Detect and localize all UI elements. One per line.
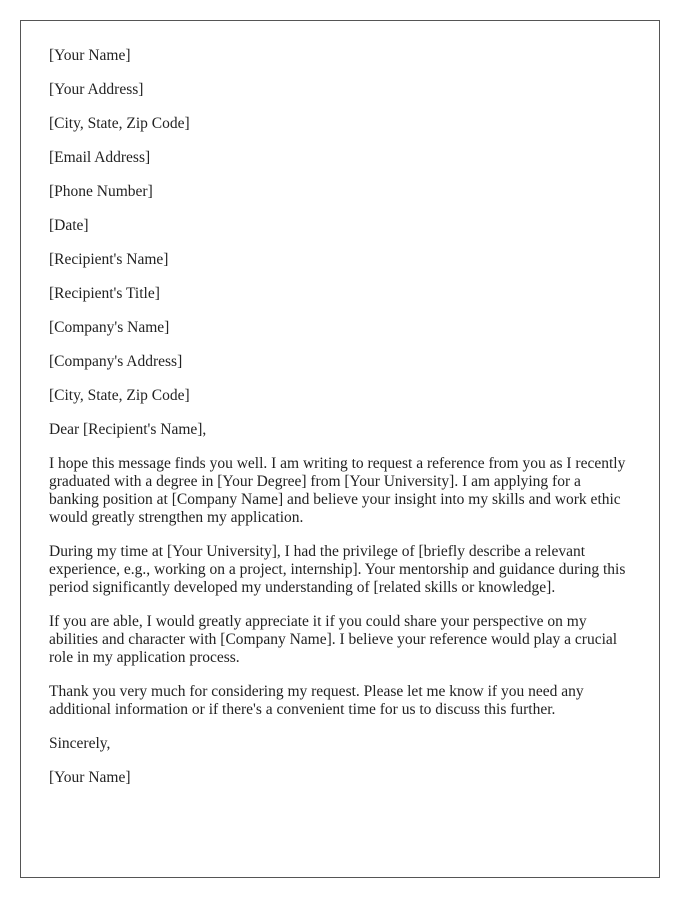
- recipient-title: [Recipient's Title]: [49, 285, 160, 302]
- salutation: Dear [Recipient's Name],: [49, 421, 207, 438]
- letter-page: [20, 20, 660, 878]
- closing: Sincerely,: [49, 735, 111, 752]
- body-paragraph: If you are able, I would greatly appreciate it if you could share your perspective on my abilities and character with [Company Name]. I believe your reference would play a crucial role in my application process.: [49, 613, 618, 666]
- recipient-company: [Company's Name]: [49, 319, 170, 336]
- sender-city-state-zip: [City, State, Zip Code]: [49, 115, 190, 132]
- letter-date: [Date]: [49, 217, 89, 234]
- recipient-name: [Recipient's Name]: [49, 251, 169, 268]
- recipient-city-state-zip: [City, State, Zip Code]: [49, 387, 190, 404]
- sender-address: [Your Address]: [49, 81, 144, 98]
- recipient-address: [Company's Address]: [49, 353, 183, 370]
- letter-content: [49, 47, 633, 803]
- body-paragraph: Thank you very much for considering my request. Please let me know if you need any additional information or if there's a convenient time for us to discuss this further.: [49, 683, 584, 718]
- sender-email: [Email Address]: [49, 149, 151, 166]
- body-paragraph: I hope this message finds you well. I am writing to request a reference from you as I recently graduated with a degree in [Your Degree] from [Your University]. I am applying for a banking position at [Company Name] and believe your insight into my skills and work ethic would greatly strengthen my application.: [49, 455, 626, 526]
- body-paragraph: During my time at [Your University], I had the privilege of [briefly describe a relevant experience, e.g., working on a project, internship]. Your mentorship and guidance during this period significantly developed my understanding of [related skills or knowledge].: [49, 543, 626, 596]
- sender-name: [Your Name]: [49, 47, 131, 64]
- sender-phone: [Phone Number]: [49, 183, 153, 200]
- signature: [Your Name]: [49, 769, 131, 786]
